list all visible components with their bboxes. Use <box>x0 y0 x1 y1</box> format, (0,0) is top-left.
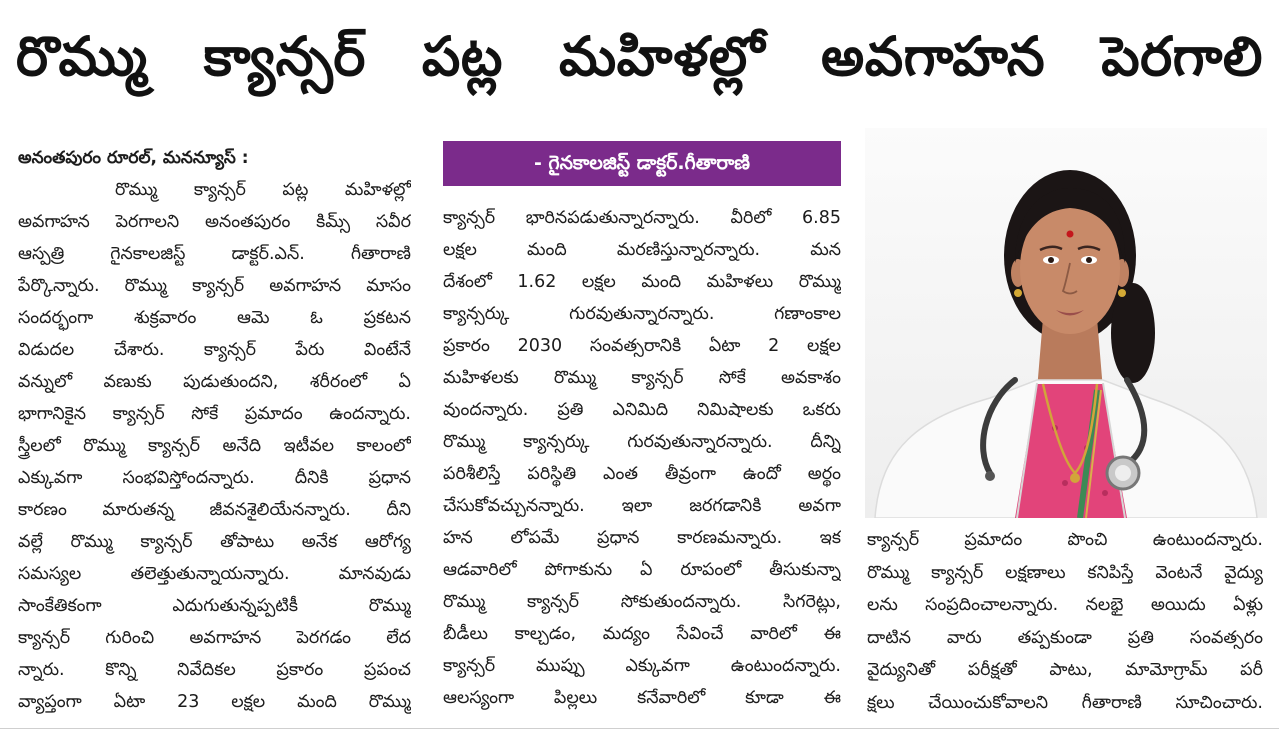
body-line: దాటిన వారు తప్పకుండా ప్రతి సంవత్సరం <box>867 627 1263 648</box>
body-line: అవగాహన పెరగాలని అనంతపురం కిమ్స్ సవీర <box>18 212 411 232</box>
body-line: భాగానికైన క్యాన్సర్ సోకే ప్రమాదం ఉందన్నారు. <box>18 404 411 424</box>
body-line: క్యాన్సర్ గురించి అవగాహన పెరగడం లేద <box>18 628 411 648</box>
body-line: బీడీలు కాల్చడం, మద్యం సేవించే వారిలో ఈ <box>443 624 841 644</box>
body-line: కారణం మారుతన్న జీవనశైలియేనన్నారు. దీని <box>18 500 411 520</box>
body-line: వైద్యునితో పరీక్షతో పాటు, మామోగ్రామ్ పరీ <box>867 660 1263 681</box>
body-line: ఎక్కువగా సంభవిస్తోందన్నారు. దీనికి ప్రధాన <box>18 468 411 488</box>
body-line: విడుదల చేశారు. క్యాన్సర్ పేరు వింటేనే <box>18 340 411 360</box>
body-line: సమస్యల తలెత్తుతున్నాయన్నారు. మానవుడు <box>18 564 411 584</box>
body-line: చేసుకోవచ్చునన్నారు. ఇలా జరగడానికి అవగా <box>443 496 841 516</box>
body-line: వల్లే రొమ్ము క్యాన్సర్ తోపాటు అనేక ఆరోగ్య <box>18 532 411 552</box>
body-line: వ్యాప్తంగా ఏటా 23 లక్షల మంది రొమ్ము <box>18 692 411 712</box>
body-line: క్యాన్సర్ ముప్పు ఎక్కువగా ఉంటుందన్నారు. <box>443 656 841 676</box>
body-line: న్నారు. కొన్ని నివేదికల ప్రకారం ప్రపంచ <box>18 660 411 680</box>
body-line: వన్నులో వణుకు పుడుతుందని, శరీరంలో ఏ <box>18 372 411 392</box>
body-line: ఆస్పత్రి గైనకాలజిస్ట్ డాక్టర్.ఎన్. గీతారాణి <box>18 244 411 264</box>
body-line: ఆడవారిలో పోగాకును ఏ రూపంలో తీసుకున్నా <box>443 560 841 580</box>
bottom-rule <box>0 728 1279 729</box>
byline: అనంతపురం రూరల్, మనన్యూస్ : <box>18 148 249 168</box>
body-line: హన లోపమే ప్రధాన కారణమన్నారు. ఇక <box>443 528 841 548</box>
body-line: క్షలు చేయించుకోవాలని గీతారాణి సూచించారు. <box>867 692 1263 713</box>
body-line: దేశంలో 1.62 లక్షల మంది మహిళలు రొమ్ము <box>443 272 841 292</box>
body-line: సాంకేతికంగా ఎదుగుతున్నప్పటికీ రొమ్ము <box>18 596 411 616</box>
body-line: వుందన్నారు. ప్రతి ఎనిమిది నిమిషాలకు ఒకరు <box>443 400 841 420</box>
attribution-banner: - గైనకాలజిస్ట్ డాక్టర్.గీతారాణి <box>443 141 841 186</box>
body-line: మహిళలకు రొమ్ము క్యాన్సర్ సోకే అవకాశం <box>443 368 841 388</box>
headline: రొమ్ము క్యాన్సర్ పట్ల మహిళల్లో అవగాహన పెరగాలి <box>16 25 1263 88</box>
doctor-portrait-image <box>865 128 1267 518</box>
body-line: రొమ్ము క్యాన్సర్ లక్షణాలు కనిపిస్తే వెంటనే వైద్యు <box>867 562 1263 583</box>
body-line: క్యాన్సర్ భారినపడుతున్నారన్నారు. వీరిలో 6.85 <box>443 208 841 228</box>
body-line: రొమ్ము క్యాన్సర్కు గురవుతున్నారన్నారు. దీన్ని <box>443 432 841 452</box>
body-line: క్యాన్సర్కు గురవుతున్నారన్నారు. గణాంకాల <box>443 304 841 324</box>
body-line: లక్షల మంది మరణిస్తున్నారన్నారు. మన <box>443 240 841 260</box>
body-line: సందర్భంగా శుక్రవారం ఆమె ఓ ప్రకటన <box>18 308 411 328</box>
body-line: లను సంప్రదించాలన్నారు. నలభై అయిదు ఏళ్లు <box>867 595 1263 616</box>
doctor-photo <box>865 128 1267 518</box>
body-line: క్యాన్సర్ ప్రమాదం పొంచి ఉంటుందన్నారు. <box>867 530 1263 550</box>
body-line: పరిశీలిస్తే పరిస్థితి ఎంత తీవ్రంగా ఉందో అర్థం <box>443 464 841 484</box>
body-line: రొమ్ము క్యాన్సర్ పట్ల మహిళల్లో <box>115 180 411 200</box>
body-line: పేర్కొన్నారు. రొమ్ము క్యాన్సర్ అవగాహన మాసం <box>18 276 411 296</box>
body-line: ఆలస్యంగా పిల్లలు కనేవారిలో కూడా ఈ <box>443 688 841 708</box>
body-line: ప్రకారం 2030 సంవత్సరానికి ఏటా 2 లక్షల <box>443 336 841 356</box>
body-line: స్త్రీలలో రొమ్ము క్యాన్సర్ అనేది ఇటీవల కాలంలో <box>18 436 411 456</box>
right-column <box>867 524 1263 724</box>
left-column <box>18 142 411 722</box>
body-line: రొమ్ము క్యాన్సర్ సోకుతుందన్నారు. సిగరెట్లు, <box>443 592 841 612</box>
middle-column <box>443 141 841 721</box>
